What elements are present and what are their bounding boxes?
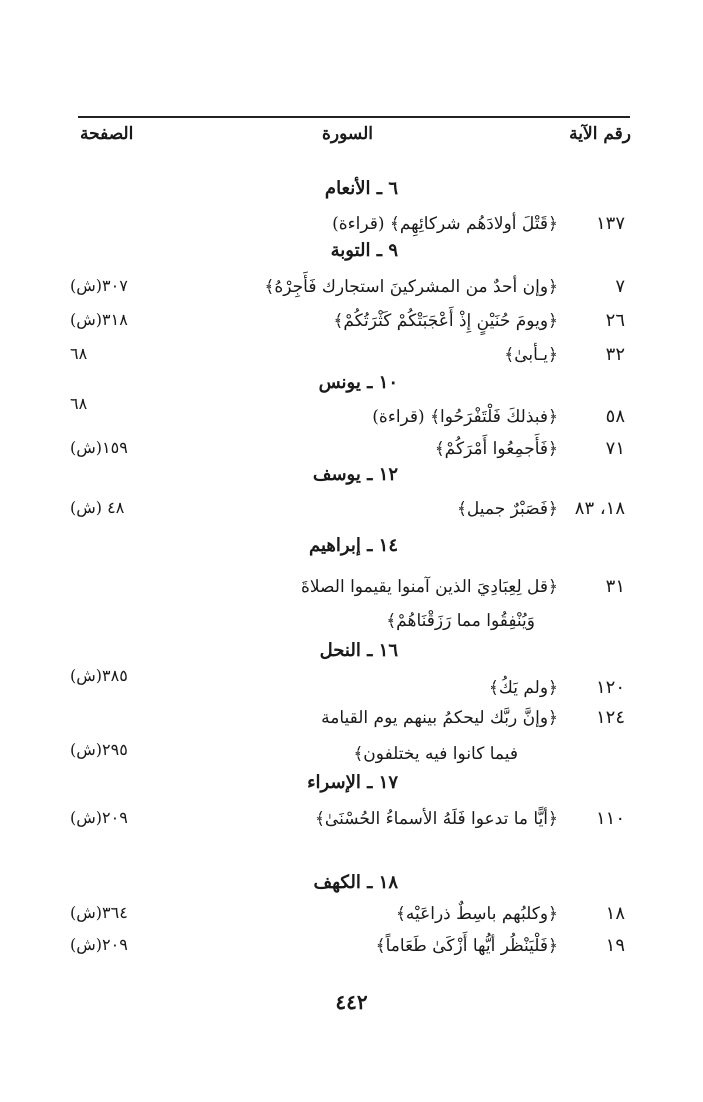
section-title: ١٠ ـ يونس	[318, 372, 398, 393]
header-col-page: الصفحة	[80, 124, 134, 144]
ayah-number: ٣٢	[605, 344, 625, 365]
page-ref: ١٥٩(ش)	[70, 438, 128, 457]
section-title: ١٧ ـ الإسراء	[307, 772, 398, 793]
table-row	[0, 406, 703, 434]
section-title: ١٨ ـ الكهف	[313, 872, 398, 893]
section-title: ١٦ ـ النحل	[319, 640, 398, 661]
table-row	[0, 808, 703, 836]
table-row	[0, 438, 703, 466]
page-ref: ٢٠٩(ش)	[70, 808, 128, 827]
header-col-surah: السورة	[322, 124, 373, 144]
ayah-number: ٢٦	[605, 310, 625, 331]
ayah-text: ﴿يـأبىٰ﴾	[504, 345, 558, 365]
ayah-text: ﴿أيًّا ما تدعوا فَلَهُ الأسماءُ الحُسْنَىٰ﴾	[314, 809, 558, 829]
ayah-text: ﴿قَتْلَ أولادَهُم شركائِهِم﴾ (قراءة)	[332, 214, 558, 234]
section-title: ٦ ـ الأنعام	[324, 178, 398, 199]
page-ref: ٣٨٥(ش)	[70, 666, 128, 685]
ayah-text: ﴿فَصَبْرٌ جميل﴾	[456, 499, 558, 519]
page-ref: ٦٨	[70, 394, 88, 413]
header-col-ayah: رقم الآية	[569, 124, 631, 144]
ayah-number: ١٢٤	[595, 707, 625, 728]
ayah-text: ﴿وإن أحدٌ من المشركينَ استجارك فَأَجِرْهُ﴾	[264, 277, 558, 297]
ayah-text: ﴿قل لِعِبَادِيَ الذين آمنوا يقيموا الصلاةَ	[300, 577, 558, 597]
ayah-number: ١٨	[605, 903, 625, 924]
ayah-number: ٧١	[605, 438, 625, 459]
ayah-text: ﴿فَلْيَنْظُر أيُّها أَزْكَىٰ طَعَاماً﴾	[375, 936, 558, 956]
ayah-text: ﴿وكلبُهم باسِطٌ ذراعَيْه﴾	[395, 904, 558, 924]
header-rule	[78, 116, 630, 118]
table-row	[0, 276, 703, 304]
ayah-text: ﴿فَأَجمِعُوا أَمْرَكُمْ﴾	[434, 439, 558, 459]
ayah-text: ﴿ويومَ حُنَيْنٍ إِذْ أَعْجَبَتْكُمْ كَثْرَتُكُمْ﴾	[333, 311, 558, 331]
page-ref: ٣٦٤(ش)	[70, 903, 128, 922]
table-row	[0, 903, 703, 931]
table-row	[0, 498, 703, 526]
table-row	[0, 707, 703, 735]
section-title: ١٤ ـ إبراهيم	[309, 535, 398, 556]
table-row	[0, 576, 703, 604]
ayah-number: ١٨، ٨٣	[574, 498, 625, 519]
page-ref: ٤٨ (ش)	[70, 498, 125, 517]
table-row	[0, 743, 703, 771]
ayah-number: ١٣٧	[595, 213, 625, 234]
ayah-number: ١٢٠	[595, 677, 625, 698]
table-row	[0, 344, 703, 372]
page-number: ٤٤٢	[335, 990, 368, 1014]
ayah-number: ٥٨	[605, 406, 625, 427]
page-ref: ٣٠٧(ش)	[70, 276, 128, 295]
page-ref: ٢٩٥(ش)	[70, 740, 128, 759]
table-row	[0, 213, 703, 241]
ayah-text: ﴿ولم يَكُ﴾	[488, 678, 558, 698]
ayah-number: ٧	[615, 276, 625, 297]
ayah-text: وَيُنْفِقُوا مما رَزَقْنَاهُمْ﴾	[386, 611, 535, 631]
page-ref: ٦٨	[70, 344, 88, 363]
ayah-text: ﴿وإنَّ ربَّك ليحكمُ بينهم يوم القيامة	[321, 708, 558, 728]
table-row	[0, 610, 703, 638]
section-title: ٩ ـ التوبة	[330, 240, 398, 261]
table-row	[0, 935, 703, 963]
ayah-number: ١٩	[605, 935, 625, 956]
table-row	[0, 677, 703, 705]
table-row	[0, 310, 703, 338]
page-ref: ٣١٨(ش)	[70, 310, 128, 329]
page-ref: ٢٠٩(ش)	[70, 935, 128, 954]
ayah-number: ١١٠	[595, 808, 625, 829]
ayah-number: ٣١	[605, 576, 625, 597]
ayah-text: ﴿فبذلكَ فَلْتَفْرَحُوا﴾ (قراءة)	[372, 407, 558, 427]
ayah-text: فيما كانوا فيه يختلفون﴾	[353, 744, 518, 764]
section-title: ١٢ ـ يوسف	[312, 464, 398, 485]
